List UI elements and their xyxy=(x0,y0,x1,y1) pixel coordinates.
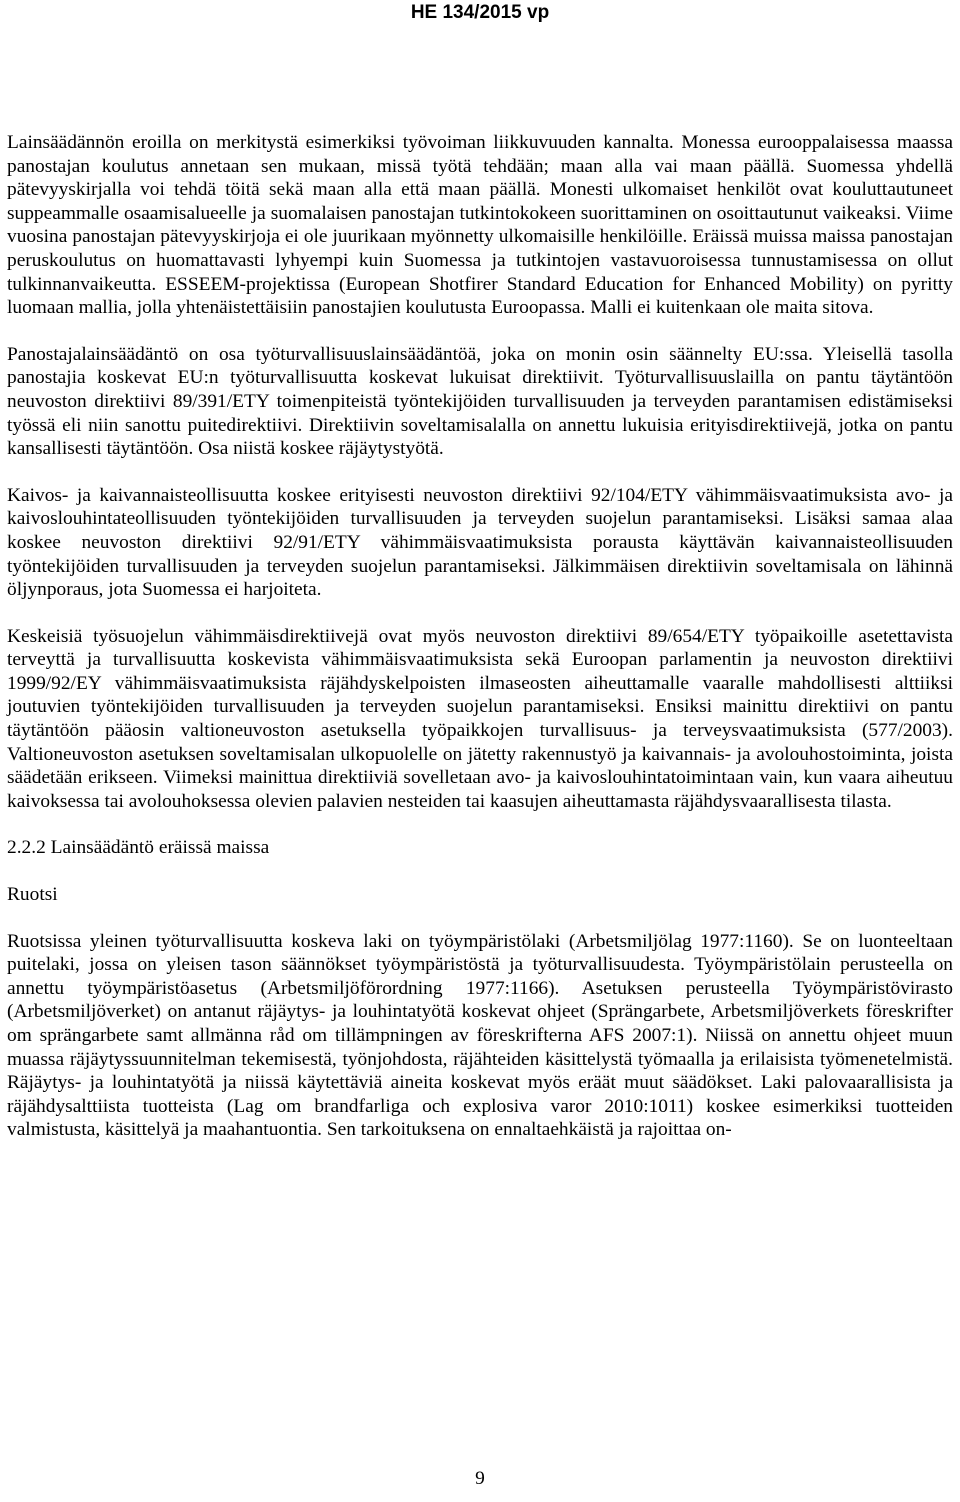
subheading-sweden: Ruotsi xyxy=(7,884,58,906)
paragraph-sweden: Ruotsissa yleinen työturvallisuutta koskeva laki on työympäristölaki (Arbetsmiljölag 1977:1160). Se on luonteeltaan puitelaki, jossa on yleisen tason säännökset työympäristöstä ja työturvallisuudesta. Työympäristölain perusteella on annettu työympäristöasetus (Arbetsmiljöförordning 1977:1166). Asetuksen perusteella Työympäristövirasto (Arbetsmiljöverket) on antanut räjäytys- ja louhintatyötä koskevat ohjeet (Sprängarbete, Arbetsmiljöverkets föreskrifter om sprängarbete samt allmänna råd om tillämpningen av föreskrifterna AFS 2007:1). Niissä on annettu ohjeet muun muassa räjäytyssuunnitelman tekemisestä, työnjohdosta, räjähteiden käsittelystä työmaalla ja erilaisista työmenetelmistä. Räjäytys- ja louhintatyötä ja niissä käytettäviä aineita koskevat myös eräät muut säädökset. Laki palovaarallisista ja räjähdysalttiista tuotteista (Lag om brandfarliga och explosiva varor 2010:1011) koskee esimerkiksi tuotteiden valmistusta, käsittelyä ja maahantuontia. Sen tarkoituksena on ennaltaehkäistä ja rajoittaa on- xyxy=(7,930,953,1141)
paragraph-minimum-directives: Keskeisiä työsuojelun vähimmäisdirektiivejä ovat myös neuvoston direktiivi 89/654/ETY työpaikoille asetettavista terveyttä ja turvallisuutta koskevista vähimmäisvaatimuksista sekä Euroopan parlamentin ja neuvoston direktiivi 1999/92/EY vähimmäisvaatimuksista räjähdyskelpoisten ilmaseosten aiheuttamalle vaaralle mahdollisesti alttiiksi joutuvien työntekijöiden turvallisuuden ja terveyden suojelun parantamiseksi. Ensiksi mainittu direktiivi on pantu täytäntöön pääosin valtioneuvoston asetuksella työpaikkojen turvallisuus- ja terveysvaatimuksista (577/2003). Valtioneuvoston asetuksen soveltamisalan ulkopuolelle on jätetty rakennustyö ja kaivannais- ja avolouhostoiminta, joista säädetään erikseen. Viimeksi mainittua direktiiviä sovelletaan avo- ja kaivoslouhintatoimintaan vain, kun vaara aiheutuu kaivoksessa tai avolouhoksessa olevien palavien nesteiden tai kaasujen aiheuttamasta räjähdysvaarallisesta tilasta. xyxy=(7,625,953,812)
document-header: HE 134/2015 vp xyxy=(410,2,550,23)
paragraph-labor-mobility: Lainsäädännön eroilla on merkitystä esimerkiksi työvoiman liikkuvuuden kannalta. Monessa eurooppalaisessa maassa panostajan koulutus annetaan sen mukaan, missä työtä tehdään; maan alla vai maan päällä. Suomessa yhdellä pätevyyskirjalla voi tehdä töitä sekä maan alla että maan päällä. Monesti ulkomaiset henkilöt ovat kouluttautuneet suppeammalle osaamisalueelle ja suomalaisen panostajan tutkintokokeen suorittaminen on osoittautunut vaikeaksi. Viime vuosina panostajan pätevyyskirjoja ei ole juurikaan myönnetty ulkomaisille henkilöille. Eräissä muissa maissa panostajan peruskoulutus on huomattavasti lyhyempi kuin Suomessa ja tutkintojen vastavuoroisessa tunnustamisessa on ollut tulkinnanvaikeutta. ESSEEM-projektissa (European Shotfirer Standard Education for Enhanced Mobility) on pyritty luomaan mallia, jolla yhtenäistettäisiin panostajien koulutusta Euroopassa. Malli ei kuitenkaan ole maita sitova. xyxy=(7,132,953,319)
section-heading: 2.2.2 Lainsäädäntö eräissä maissa xyxy=(7,837,270,859)
paragraph-mining-directives: Kaivos- ja kaivannaisteollisuutta koskee erityisesti neuvoston direktiivi 92/104/ETY vähimmäisvaatimuksista avo- ja kaivoslouhintateollisuuden työntekijöiden turvallisuuden ja terveyden suojelun parantamiseksi. Lisäksi samaa alaa koskee neuvoston direktiivi 92/91/ETY vähimmäisvaatimuksista porausta käyttävän kaivannaisteollisuuden työntekijöiden turvallisuuden ja terveyden suojelun parantamiseksi. Jälkimmäisen direktiivin soveltamisala on lähinnä öljynporaus, jota Suomessa ei harjoiteta. xyxy=(7,484,953,601)
document-body xyxy=(7,131,953,1165)
paragraph-eu-legislation: Panostajalainsäädäntö on osa työturvallisuuslainsäädäntöä, joka on monin osin säännelty EU:ssa. Yleisellä tasolla panostajia koskevat EU:n työturvallisuutta koskevat lukuisat direktiivit. Työturvallisuuslailla on pantu täytäntöön neuvoston direktiivi 89/391/ETY toimenpiteistä työntekijöiden turvallisuuden ja terveyden parantamisen edistämiseksi työssä eli niin sanottu puitedirektiivi. Direktiivin soveltamisalalla on annettu lukuisia erityisdirektiivejä, jotka on pantu kansallisesti täytäntöön. Osa niistä koskee räjäytystyötä. xyxy=(7,343,953,460)
page-number: 9 xyxy=(475,1468,485,1489)
